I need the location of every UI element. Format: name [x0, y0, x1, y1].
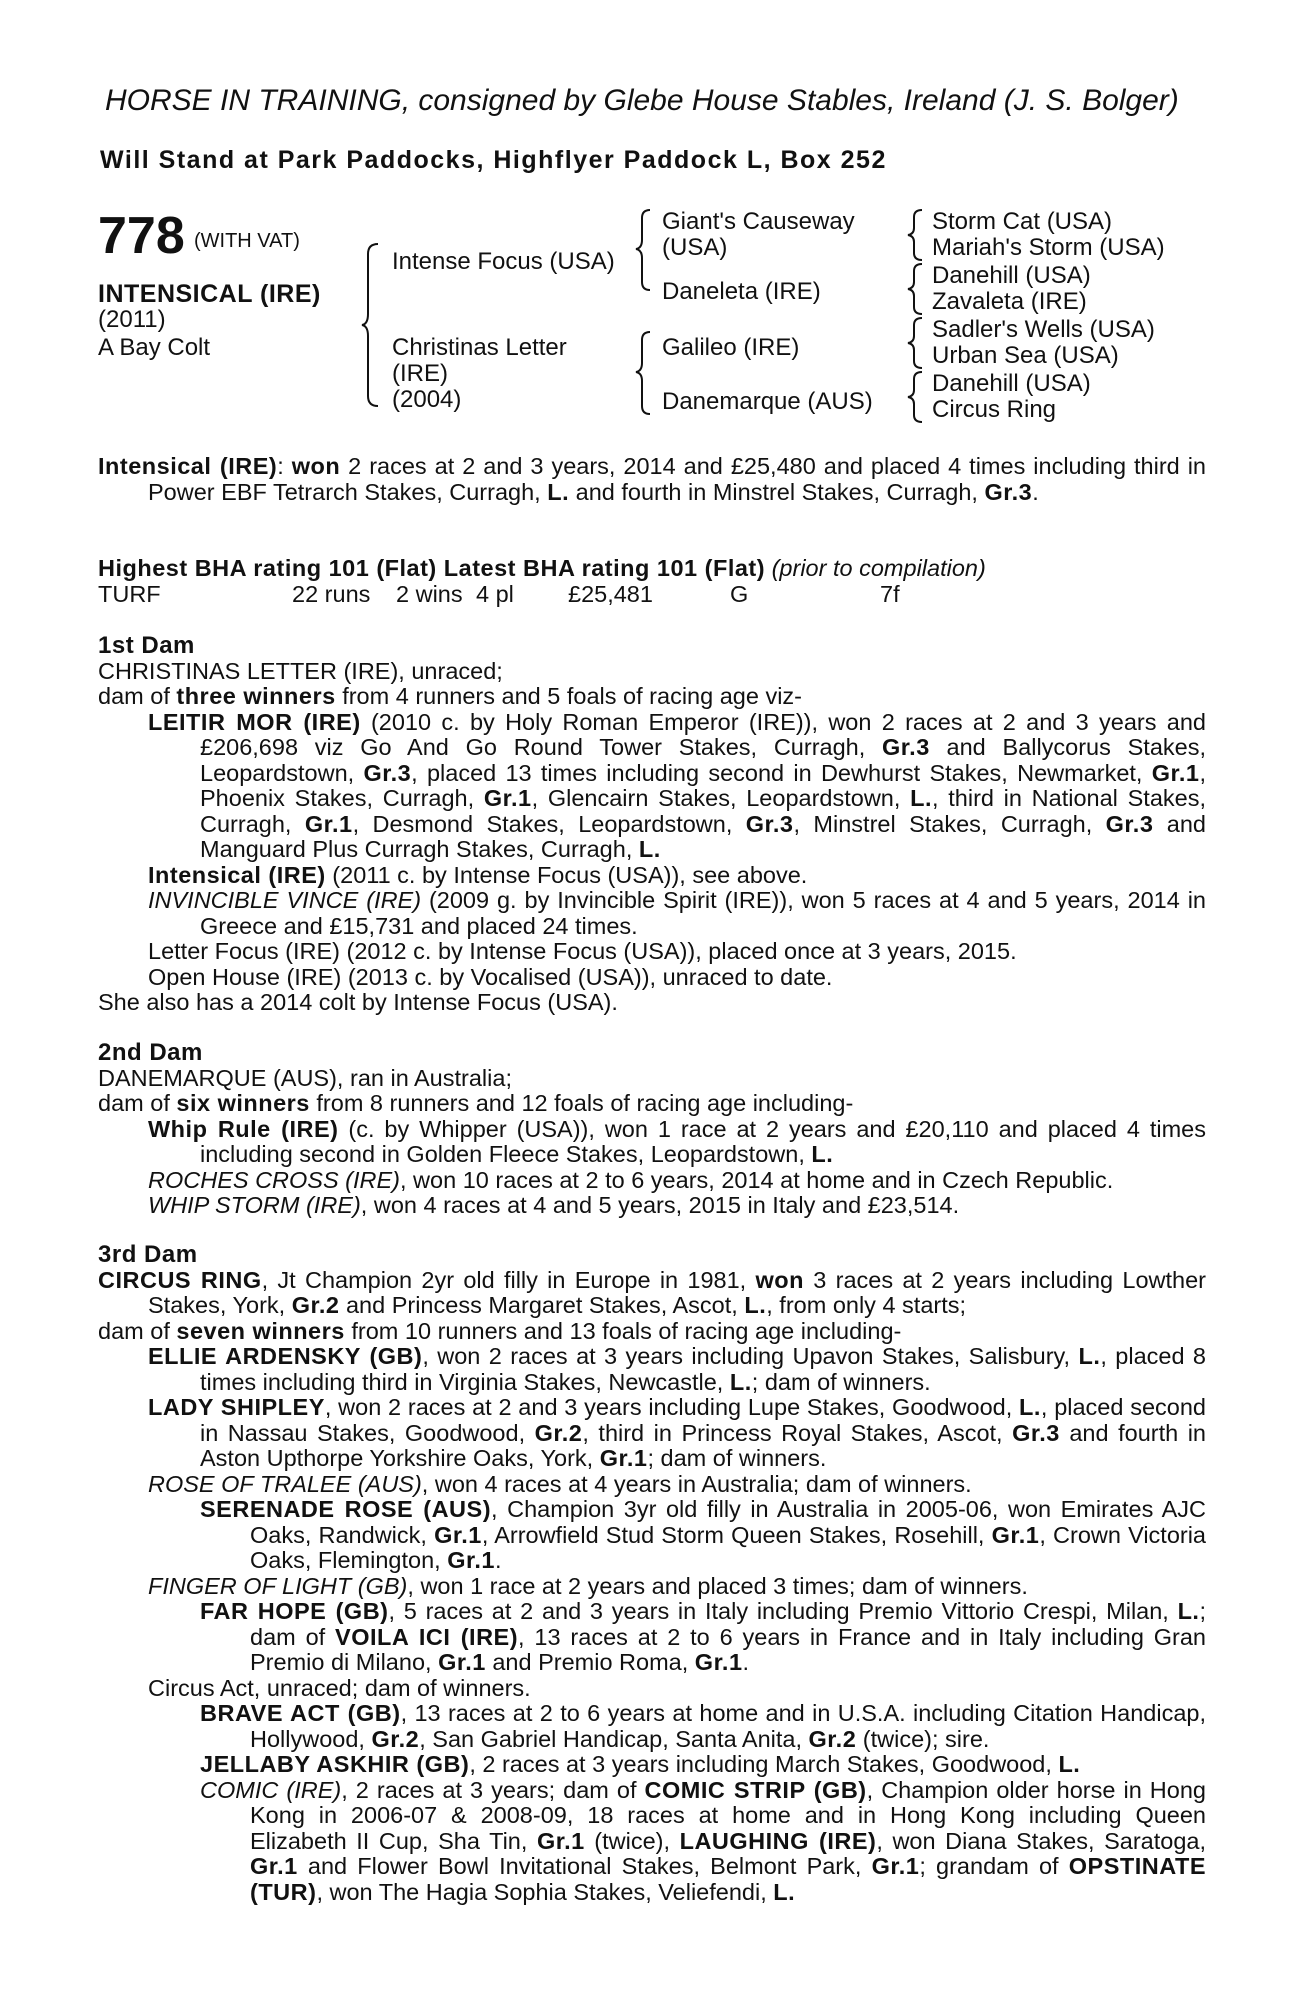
dam-name-line1: Christinas Letter [392, 334, 567, 361]
record-going: G [730, 580, 749, 607]
first-dam-line: CHRISTINAS LETTER (IRE), unraced; [98, 657, 503, 684]
produce-letter-focus: Letter Focus (IRE) (2012 c. by Intense Focus (USA)), placed once at 3 years, 2015. [148, 938, 1017, 964]
produce-colt-note: She also has a 2014 colt by Intense Focus (USA). [98, 989, 618, 1015]
third-dam-section [98, 1242, 1206, 1905]
pedigree-brace-ss [906, 208, 926, 262]
summary-horse-name: Intensical (IRE) [98, 453, 278, 479]
summary-won: won [291, 453, 341, 479]
race-summary [98, 454, 1206, 505]
lot-number: 778 [98, 207, 185, 265]
ped-sss: Storm Cat (USA) [932, 208, 1113, 235]
ped-dds: Danehill (USA) [932, 370, 1091, 397]
ped-sds: Danehill (USA) [932, 262, 1091, 289]
produce-whip-storm: WHIP STORM (IRE), won 4 races at 4 and 5 years, 2015 in Italy and £23,514. [148, 1192, 960, 1218]
sire-sire-line1: Giant's Causeway [662, 208, 855, 235]
pedigree-brace-main [360, 242, 382, 408]
produce-leitir-mor: LEITIR MOR (IRE) (2010 c. by Holy Roman Emperor (IRE)), won 2 races at 2 and 3 years and £206,698 viz Go And Go Round Tower Stakes, Curragh, Gr.3 and Ballycorus Stakes, Leopardstown, Gr.3, placed 13 times including second in Dewhurst Stakes, Newmarket, Gr.1, Phoenix Stakes, Curragh, Gr.1, Glencairn Stakes, Leopardstown, L., third in National Stakes, Curragh, Gr.1, Desmond Stakes, Leopardstown, Gr.3, Minstrel Stakes, Curragh, Gr.3 and Manguard Plus Curragh Stakes, Curragh, L. [148, 708, 1206, 862]
produce-far-hope: FAR HOPE (GB), 5 races at 2 and 3 years in Italy including Premio Vittorio Crespi, Milan, L.; dam of VOILA ICI (IRE), 13 races at 2 to 6 years in France and in Italy including Gran Premio di Milano, Gr.1 and Premio Roma, Gr.1. [200, 1598, 1207, 1675]
pedigree-brace-dam [634, 330, 654, 416]
second-dam-section [98, 1040, 1206, 1219]
pedigree-brace-sd [906, 262, 926, 316]
foaling-year: (2011) [98, 306, 166, 333]
first-dam-section [98, 633, 1206, 1016]
ped-ddd: Circus Ring [932, 396, 1057, 423]
highest-rating: Highest BHA rating 101 (Flat) [98, 555, 437, 581]
rating-line [98, 556, 1206, 582]
sire-dam: Daneleta (IRE) [662, 278, 821, 305]
ped-dsd: Urban Sea (USA) [932, 342, 1119, 369]
produce-whip-rule: Whip Rule (IRE) (c. by Whipper (USA)), won 1 race at 2 years and £20,110 and placed 4 times including second in Golden Fleece Stakes, Leopardstown, L. [148, 1115, 1206, 1167]
record-placed: 4 pl [476, 580, 514, 607]
record-runs: 22 runs [292, 580, 371, 607]
produce-circus-act: Circus Act, unraced; dam of winners. [148, 1674, 531, 1701]
produce-brave-act: BRAVE ACT (GB), 13 races at 2 to 6 years at home and in U.S.A. including Citation Handicap, Hollywood, Gr.2, San Gabriel Handicap, Santa Anita, Gr.2 (twice); sire. [200, 1700, 1207, 1752]
third-dam-heading: 3rd Dam [98, 1241, 198, 1268]
rating-note: (prior to compilation) [765, 555, 986, 581]
consignment-line: HORSE IN TRAINING, consigned by Glebe House Stables, Ireland (J. S. Bolger) [105, 84, 1179, 117]
dam-dam: Danemarque (AUS) [662, 388, 873, 415]
ped-ssd: Mariah's Storm (USA) [932, 234, 1165, 261]
produce-comic: COMIC (IRE), 2 races at 3 years; dam of COMIC STRIP (GB), Champion older horse in Hong Kong in 2006-07 & 2008-09, 18 races at home and in Hong Kong including Queen Elizabeth II Cup, Sha Tin, Gr.1 (twice), LAUGHING (IRE), won Diana Stakes, Saratoga, Gr.1 and Flower Bowl Invitational Stakes, Belmont Park, Gr.1; grandam of OPSTINATE (TUR), won The Hagia Sophia Stakes, Veliefendi, L. [200, 1776, 1206, 1905]
produce-jellaby-askhir: JELLABY ASKHIR (GB), 2 races at 3 years including March Stakes, Goodwood, L. [200, 1751, 1081, 1777]
rating-block [98, 556, 1206, 607]
latest-rating: Latest BHA rating 101 (Flat) [436, 555, 766, 581]
pedigree-brace-sire [634, 208, 654, 292]
ped-sdd: Zavaleta (IRE) [932, 288, 1087, 315]
produce-serenade-rose: SERENADE ROSE (AUS), Champion 3yr old filly in Australia in 2005-06, won Emirates AJC Oaks, Randwick, Gr.1, Arrowfield Stud Storm Queen Stakes, Rosehill, Gr.1, Crown Victoria Oaks, Flemington, Gr.1. [200, 1496, 1207, 1573]
produce-open-house: Open House (IRE) (2013 c. by Vocalised (USA)), unraced to date. [148, 963, 833, 990]
third-dam-record: dam of seven winners from 10 runners and 13 foals of racing age including- [98, 1317, 902, 1344]
sire-name: Intense Focus (USA) [392, 248, 615, 275]
record-distance: 7f [880, 580, 900, 607]
dam-name-line2: (IRE) [392, 360, 448, 387]
horse-name: INTENSICAL (IRE) [98, 280, 321, 308]
vat-note: (WITH VAT) [194, 230, 300, 252]
produce-lady-shipley: LADY SHIPLEY, won 2 races at 2 and 3 years including Lupe Stakes, Goodwood, L., placed second in Nassau Stakes, Goodwood, Gr.2, third in Princess Royal Stakes, Ascot, Gr.3 and fourth in Aston Upthorpe Yorkshire Oaks, York, Gr.1; dam of winners. [148, 1394, 1206, 1471]
stand-location: Will Stand at Park Paddocks, Highflyer Paddock L, Box 252 [100, 146, 887, 174]
first-dam-record: dam of three winners from 4 runners and 5 foals of racing age viz- [98, 683, 802, 709]
produce-ellie-ardensky: ELLIE ARDENSKY (GB), won 2 races at 3 years including Upavon Stakes, Salisbury, L., placed 8 times including third in Virginia Stakes, Newcastle, L.; dam of winners. [148, 1343, 1206, 1395]
record-wins: 2 wins [396, 580, 463, 607]
race-record-row [98, 582, 1206, 607]
produce-roches-cross: ROCHES CROSS (IRE), won 10 races at 2 to 6 years, 2014 at home and in Czech Republic. [148, 1166, 1114, 1193]
third-dam-circus-ring: CIRCUS RING, Jt Champion 2yr old filly in Europe in 1981, won 3 races at 2 years including Lowther Stakes, York, Gr.2 and Princess Margaret Stakes, Ascot, L., from only 4 starts; [98, 1266, 1206, 1318]
second-dam-line: DANEMARQUE (AUS), ran in Australia; [98, 1064, 512, 1091]
horse-description: A Bay Colt [98, 334, 211, 361]
record-surface: TURF [98, 580, 161, 607]
pedigree-brace-ds [906, 316, 926, 370]
first-dam-heading: 1st Dam [98, 632, 195, 659]
produce-rose-of-tralee: ROSE OF TRALEE (AUS), won 4 races at 4 years in Australia; dam of winners. [148, 1470, 972, 1497]
produce-finger-of-light: FINGER OF LIGHT (GB), won 1 race at 2 years and placed 3 times; dam of winners. [148, 1572, 1028, 1599]
produce-invincible-vince: INVINCIBLE VINCE (IRE) (2009 g. by Invincible Spirit (IRE)), won 5 races at 4 and 5 years, 2014 in Greece and £15,731 and placed 24 times. [148, 887, 1206, 939]
second-dam-record: dam of six winners from 8 runners and 12 foals of racing age including- [98, 1090, 854, 1116]
pedigree-brace-dd [906, 370, 926, 424]
ped-dss: Sadler's Wells (USA) [932, 316, 1155, 343]
dam-foaling-year: (2004) [392, 386, 462, 413]
produce-intensical: Intensical (IRE) (2011 c. by Intense Focus (USA)), see above. [148, 861, 808, 888]
sire-sire-line2: (USA) [662, 234, 728, 261]
dam-sire: Galileo (IRE) [662, 334, 800, 361]
summary-paragraph: Intensical (IRE): won 2 races at 2 and 3 years, 2014 and £25,480 and placed 4 times including third in Power EBF Tetrarch Stakes, Curragh, L. and fourth in Minstrel Stakes, Curragh, Gr.3. [98, 453, 1206, 505]
second-dam-heading: 2nd Dam [98, 1039, 203, 1066]
record-earnings: £25,481 [568, 580, 653, 607]
